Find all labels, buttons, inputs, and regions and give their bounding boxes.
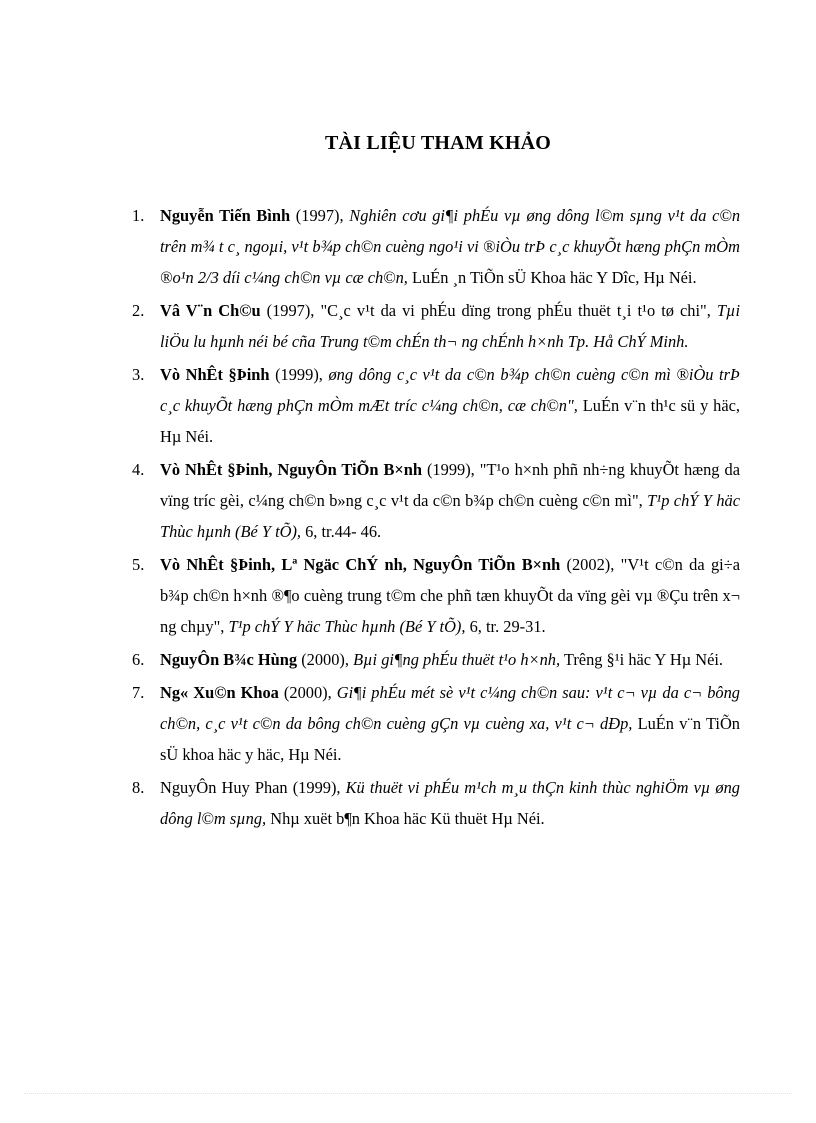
reference-journal: T¹p chÝ Y häc Thùc hµnh (Bé Y tÕ), <box>160 491 740 541</box>
reference-item-3 <box>132 359 740 452</box>
reference-year: (1999), <box>287 778 346 797</box>
reference-item-6 <box>132 644 740 675</box>
reference-work: øng dông c¸c v¹t da c©n b¾p ch©n cuèng c©n mì ®iÒu trÞ c¸c khuyÕt hæng phÇn mÒm mÆt tríc c¼ng ch©n, cæ ch©n", <box>160 365 740 415</box>
reference-work: Kü thuët vi phÉu m¹ch m¸u thÇn kinh thùc nghiÖm vµ øng dông l©m sµng, <box>160 778 740 828</box>
reference-author: NguyÔn B¾c Hùng <box>160 650 298 669</box>
reference-item-4 <box>132 454 740 547</box>
reference-publisher: LuÉn ¸n TiÕn sÜ Khoa häc Y Dîc, Hµ Néi. <box>407 268 697 287</box>
reference-year: (1997), <box>260 301 321 320</box>
reference-publisher: LuÉn v¨n th¹c sü y häc, Hµ Néi. <box>160 396 740 446</box>
reference-publisher: Trêng §¹i häc Y Hµ Néi. <box>560 650 724 669</box>
reference-number: 6. <box>132 650 145 669</box>
reference-work: Nghiên cơu gi¶i phÉu vµ øng dông l©m sµng v¹t da c©n trên m¾ t c¸ ngoµi, v¹t b¾p ch©n cuèng ngo¹i vi ®iÒu trÞ c¸c khuyÕt hæng phÇn mÒm ®o¹n 2/3 díi c¼ng ch©n vµ cæ ch©n, <box>160 206 741 287</box>
reference-author: Nguyễn Tiến Bình <box>160 206 291 225</box>
reference-year: (1997), <box>290 206 350 225</box>
reference-year: (2000), <box>278 683 337 702</box>
reference-author: Vâ V¨n Ch©u <box>160 301 261 320</box>
reference-pages: 6, tr. 29-31. <box>465 617 546 636</box>
reference-item-1 <box>132 200 740 293</box>
reference-pages: 6, tr.44- 46. <box>301 522 382 541</box>
page-bottom-divider <box>24 1093 792 1094</box>
reference-author: Vò NhÊt §Þinh <box>160 365 270 384</box>
reference-item-2 <box>132 295 740 357</box>
reference-number: 2. <box>132 301 145 320</box>
reference-number: 4. <box>132 460 145 479</box>
reference-publisher: Nhµ xuët b¶n Khoa häc Kü thuët Hµ Néi. <box>266 809 545 828</box>
reference-author: Ng« Xu©n Khoa <box>160 683 279 702</box>
reference-work: "T¹o h×nh phñ nh÷ng khuyÕt hæng da vïng tríc gèi, c¼ng ch©n b»ng c¸c v¹t da c©n b¾p ch©n cuèng c©n mì", <box>160 460 740 510</box>
reference-work: Gi¶i phÉu mét sè v¹t c¼ng ch©n sau: v¹t c¬ vµ da c¬ bông ch©n, c¸c v¹t c©n da bông ch©n cuèng gÇn vµ cuèng xa, v¹t c¬ dÐp, <box>160 683 740 733</box>
reference-year: (2000), <box>297 650 354 669</box>
reference-list <box>132 200 740 836</box>
reference-year: (1999), <box>269 365 329 384</box>
reference-work: Bµi gi¶ng phÉu thuët t¹o h×nh, <box>353 650 561 669</box>
reference-year: (1999), <box>421 460 480 479</box>
reference-item-8 <box>132 772 740 834</box>
reference-publisher: LuÉn v¨n TiÕn sÜ khoa häc y häc, Hµ Néi. <box>160 714 740 764</box>
reference-publisher: Tµi liÖu lu hµnh néi bé cña Trung t©m chÉn th¬ ng chÉnh h×nh Tp. Hå ChÝ Minh. <box>160 301 740 351</box>
reference-item-7 <box>132 677 740 770</box>
reference-item-5 <box>132 549 740 642</box>
reference-number: 8. <box>132 778 145 797</box>
reference-work: "V¹t c©n da gi÷a b¾p ch©n h×nh ®¶o cuèng trung t©m che phñ tæn khuyÕt da vïng gèi vµ ®Çu trên x¬ ng chµy", <box>160 555 740 636</box>
reference-work: "C¸c v¹t da vi phÉu dïng trong phÉu thuët t¸i t¹o tø chi", <box>320 301 711 320</box>
reference-author: Vò NhÊt §Þinh, Lª Ngäc ChÝ nh, NguyÔn TiÕn B×nh <box>160 555 561 574</box>
reference-number: 1. <box>132 206 145 225</box>
page-title: TÀI LIỆU THAM KHẢO <box>324 132 552 154</box>
reference-author: NguyÔn Huy Phan <box>160 778 288 797</box>
reference-number: 7. <box>132 683 145 702</box>
reference-number: 3. <box>132 365 145 384</box>
reference-number: 5. <box>132 555 145 574</box>
reference-author: Vò NhÊt §Þinh, NguyÔn TiÕn B×nh <box>160 460 422 479</box>
reference-journal: T¹p chÝ Y häc Thùc hµnh (Bé Y tÕ), <box>224 617 466 636</box>
reference-year: (2002), <box>560 555 621 574</box>
